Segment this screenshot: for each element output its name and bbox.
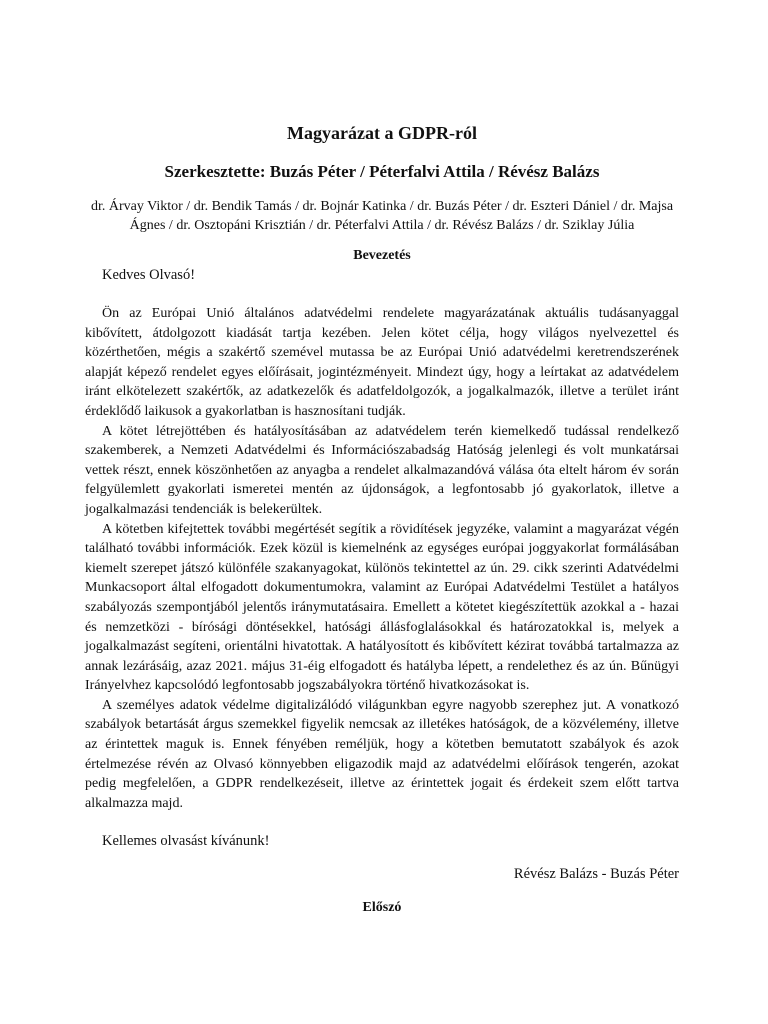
closing-line: Kellemes olvasást kívánunk!: [102, 833, 270, 850]
paragraph: Ön az Európai Unió általános adatvédelmi rendelete magyarázatának aktuális tudásanyaggal kibővített, átdolgozott kiadását tartja kezében. Jelen kötet célja, hogy világos nyelvezettel és közérthetően, mégis a szakértő szemével mutassa be az Európai Unió adatvédelmi keretrendszerének alapját képező rendelet egyes előírásait, jogintézményeit. Mindezt úgy, hogy a leírtakat az adatvédelem iránt elkötelezett szakértők, az adatkezelők és adatfeldolgozók, a jogalkalmazók, illetve a terület iránt érdeklődő laikusok a gyakorlatban is hasznosítani tudják.: [85, 306, 679, 419]
document-body: [85, 122, 679, 917]
authors-list: dr. Árvay Viktor / dr. Bendik Tamás / dr. Bojnár Katinka / dr. Buzás Péter / dr. Eszteri Dániel / dr. Majsa Ágnes / dr. Osztopáni Krisztián / dr. Péterfalvi Attila / dr. Révész Balázs / dr. Sziklay Júlia: [90, 199, 674, 233]
paragraph: A kötetben kifejtettek további megértését segítik a rövidítések jegyzéke, valamint a magyarázat végén található további információk. Ezek közül is kiemelnénk az egységes európai joggyakorlat formálásában kiemelt szerepet játszó különféle szakanyagokat, különös tekintettel az ún. 29. cikk szerinti Adatvédelmi Munkacsoport által elfogadott dokumentumokra, valamint az Európai Adatvédelmi Testület a hatályos szabályozás szempontjából jelentős iránymutatásaira. Emellett a kötetet kiegészítettük azokkal a - hazai és nemzetközi - bírósági döntésekkel, hatósági állásfoglalásokkal és határozatokkal is, melyek a jogalkalmazást segíteni, orientálni hivatottak. A hatályosított és kibővített kézirat továbbá tartalmazza az annak lezárásáig, azaz 2021. május 31-éig elfogadott és hatályba lépett, a rendelethez és az ún. Bűnügyi Irányelvhez kapcsolódó legfontosabb jogszabályokra történő hivatkozásokat is.: [85, 521, 679, 694]
foreword-heading: Előszó: [362, 900, 402, 916]
document-title: Magyarázat a GDPR-ról: [287, 123, 477, 143]
paragraph: A kötet létrejöttében és hatályosításában az adatvédelem terén kiemelkedő tudással rendelkező szakemberek, a Nemzeti Adatvédelmi és Információszabadság Hatóság jelenlegi és volt munkatársai vettek részt, ennek köszönhetően az anyagba a rendelet alkalmazandóvá válása óta eltelt három év során felgyülemlett gyakorlati ismeretei mentén az újdonságok, a legfontosabb jó gyakorlatok, illetve a jogalkalmazási tendenciák is belekerültek.: [85, 423, 679, 517]
editors-line: Szerkesztette: Buzás Péter / Péterfalvi Attila / Révész Balázs: [164, 162, 600, 181]
paragraph: A személyes adatok védelme digitalizálódó világunkban egyre nagyobb szerephez jut. A vonatkozó szabályok betartását árgus szemekkel figyelik nemcsak az illetékes hatóságok, de a közvélemény, illetve az érintettek maguk is. Ennek fényében reméljük, hogy a kötetben bemutatott szabályok és azok értelmezése révén az Olvasó könnyebben eligazodik majd az adatvédelmi előírások tengerén, azokat pedig megfelelően, a GDPR rendelkezéseit, illetve az érintettek jogait és érdekeit szem előtt tartva alkalmazza majd.: [85, 697, 679, 811]
signature-line: Révész Balázs - Buzás Péter: [513, 866, 679, 883]
greeting-line: Kedves Olvasó!: [102, 267, 196, 283]
intro-heading: Bevezetés: [353, 248, 411, 263]
